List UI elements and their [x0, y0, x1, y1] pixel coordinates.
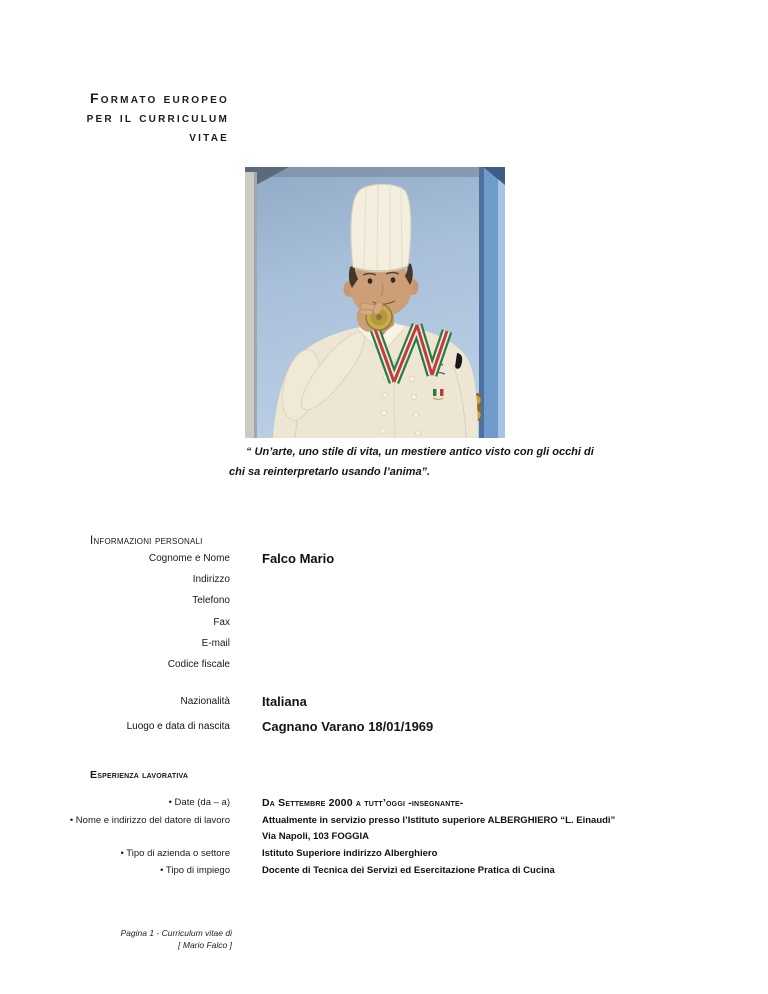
- row-value: Italiana: [262, 694, 307, 709]
- row-value: Falco Mario: [262, 551, 335, 566]
- footer-line1: Pagina 1 - Curriculum vitae di: [120, 928, 232, 938]
- cv-heading-line3: vitae: [189, 128, 229, 144]
- row-value: [262, 813, 708, 845]
- personal-info-rows: [0, 552, 740, 679]
- row-telefono: [0, 594, 740, 615]
- cv-photo: [245, 167, 505, 438]
- row-label: • Nome e indirizzo del datore di lavoro: [69, 815, 230, 826]
- chef-portrait-illustration: [245, 167, 505, 438]
- row-label: Nazionalità: [180, 696, 230, 707]
- section-title-work-experience: Esperienza lavorativa: [90, 769, 189, 781]
- cv-heading-line1: Formato europeo: [90, 90, 229, 106]
- experience-rows: [0, 795, 768, 880]
- row-label: • Date (da – a): [168, 797, 230, 808]
- row-value: Docente di Tecnica dei Servizi ed Esercitazione Pratica di Cucina: [262, 865, 555, 876]
- row-label: Cognome e Nome: [148, 553, 230, 564]
- row-nazionalita: [0, 695, 740, 709]
- employer-line2: Via Napoli, 103 FOGGIA: [262, 831, 369, 842]
- row-cognome-nome: [0, 552, 740, 573]
- page-footer: [0, 928, 232, 951]
- quote-line1: “ Un’arte, uno stile di vita, un mestiere antico visto con gli occhi di: [246, 446, 594, 458]
- row-value: Cagnano Varano 18/01/1969: [262, 719, 434, 734]
- row-email: [0, 637, 740, 658]
- row-label: Telefono: [192, 595, 230, 607]
- row-label: Indirizzo: [192, 574, 230, 586]
- row-value: Istituto Superiore indirizzo Alberghiero: [262, 848, 438, 859]
- row-label: Fax: [213, 616, 230, 628]
- row-fax: [0, 616, 740, 637]
- employer-line1: Attualmente in servizio presso l’Istituto superiore ALBERGHIERO “L. Einaudi”: [262, 815, 616, 826]
- cv-heading-line2: per il curriculum: [86, 109, 229, 125]
- row-label: Codice fiscale: [167, 658, 230, 670]
- cv-heading: [0, 89, 229, 146]
- quote: [229, 442, 677, 482]
- row-sector: [0, 846, 768, 862]
- row-value: [262, 795, 708, 812]
- row-date: [0, 795, 768, 812]
- footer-line2: [ Mario Falco ]: [178, 939, 232, 950]
- row-label: E-mail: [201, 637, 230, 649]
- row-label: Luogo e data di nascita: [126, 721, 230, 732]
- row-job-type: [0, 863, 768, 879]
- date-value: Da Settembre 2000 a tutt’oggi -insegnante-: [262, 797, 464, 809]
- section-title-personal-info: Informazioni personali: [90, 535, 203, 547]
- row-employer: [0, 813, 768, 845]
- row-codice-fiscale: [0, 658, 740, 679]
- quote-line2: chi sa reinterpretarlo usando l’anima”.: [229, 466, 431, 478]
- row-indirizzo: [0, 573, 740, 594]
- row-label: • Tipo di azienda o settore: [120, 848, 230, 859]
- row-label: • Tipo di impiego: [160, 865, 230, 876]
- row-luogo-data-nascita: [0, 720, 740, 734]
